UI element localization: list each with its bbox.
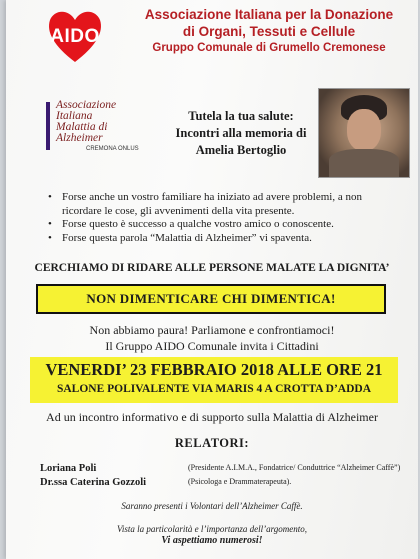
flyer-sheet bbox=[6, 0, 418, 559]
tutela-line-1: Tutela la tua salute: bbox=[188, 109, 294, 123]
aima-logo-line-3: Malattia di bbox=[56, 121, 108, 133]
bullet-icon: • bbox=[48, 191, 52, 203]
closing-line-2: Vi aspettiamo numerosi! bbox=[161, 535, 263, 546]
incontro-text: Ad un incontro informativo e di supporto sulla Malattia di Alzheimer bbox=[46, 410, 378, 424]
closing-text bbox=[6, 523, 418, 547]
aima-logo-line-2: Italiana bbox=[56, 110, 93, 122]
volunteers-note: Saranno presenti i Volontari dell’Alzheimer Caffè. bbox=[121, 501, 303, 511]
bullet-list bbox=[48, 191, 388, 245]
closing-line-1: Vista la particolarità e l’importanza dell’argomento, bbox=[117, 524, 307, 534]
slogan-box bbox=[36, 284, 386, 314]
aima-logo bbox=[46, 100, 164, 160]
event-box bbox=[30, 357, 398, 403]
portrait-face bbox=[347, 109, 381, 151]
aima-logo-bar bbox=[46, 102, 50, 150]
aima-logo-sub: CREMONA ONLUS bbox=[86, 146, 139, 152]
header-line-3: Gruppo Comunale di Grumello Cremonese bbox=[152, 42, 386, 54]
invitation-line-2: Il Gruppo AIDO Comunale invita i Cittadini bbox=[105, 339, 319, 353]
event-location: SALONE POLIVALENTE VIA MARIS 4 A CROTTA D’ADDA bbox=[56, 383, 372, 395]
bullet-text: Forse questa parola “Malattia di Alzheimer” vi spaventa. bbox=[62, 231, 312, 244]
portrait-body bbox=[329, 149, 399, 177]
aima-logo-line-1: Associazione bbox=[56, 99, 117, 111]
aima-logo-line-4: Alzheimer bbox=[56, 132, 103, 144]
header-line-1: Associazione Italiana per la Donazione bbox=[144, 7, 394, 22]
portrait-photo bbox=[318, 88, 410, 178]
bullet-text: Forse questo è successo a qualche vostro amico o conoscente. bbox=[62, 218, 334, 230]
bullet-icon: • bbox=[48, 231, 52, 244]
event-date: VENERDI’ 23 FEBBRAIO 2018 ALLE ORE 21 bbox=[45, 360, 383, 379]
header-line-2: di Organi, Tessuti e Cellule bbox=[182, 24, 356, 39]
aido-logo-text: AIDO bbox=[50, 26, 100, 47]
list-item bbox=[48, 191, 388, 218]
speaker-role: (Psicologa e Drammaterapeuta). bbox=[188, 477, 292, 486]
list-item bbox=[48, 218, 388, 232]
cerchiamo-heading: CERCHIAMO DI RIDARE ALLE PERSONE MALATE LA DIGNITA’ bbox=[34, 262, 390, 274]
speaker-name: Dr.ssa Caterina Gozzoli bbox=[40, 477, 147, 488]
invitation-line-1: Non abbiamo paura! Parliamone e confrontiamoci! bbox=[89, 323, 335, 337]
speaker-role: (Presidente A.I.M.A., Fondatrice/ Conduttrice “Alzheimer Caffè”) bbox=[188, 463, 401, 472]
bullet-text: Forse anche un vostro familiare ha iniziato ad avere problemi, a non ricordare le cose, gli avvenimenti della vita presente. bbox=[62, 191, 362, 217]
header bbox=[124, 6, 414, 56]
bullet-icon: • bbox=[48, 218, 52, 230]
tutela-line-2: Incontri alla memoria di bbox=[175, 126, 307, 140]
speaker-name: Loriana Poli bbox=[40, 463, 97, 474]
slogan-text: NON DIMENTICARE CHI DIMENTICA! bbox=[86, 291, 336, 306]
relatori-heading: RELATORI: bbox=[174, 436, 250, 450]
invitation-text bbox=[6, 322, 418, 354]
tutela-heading bbox=[161, 108, 321, 159]
tutela-line-3: Amelia Bertoglio bbox=[195, 143, 287, 157]
list-item bbox=[48, 232, 388, 246]
